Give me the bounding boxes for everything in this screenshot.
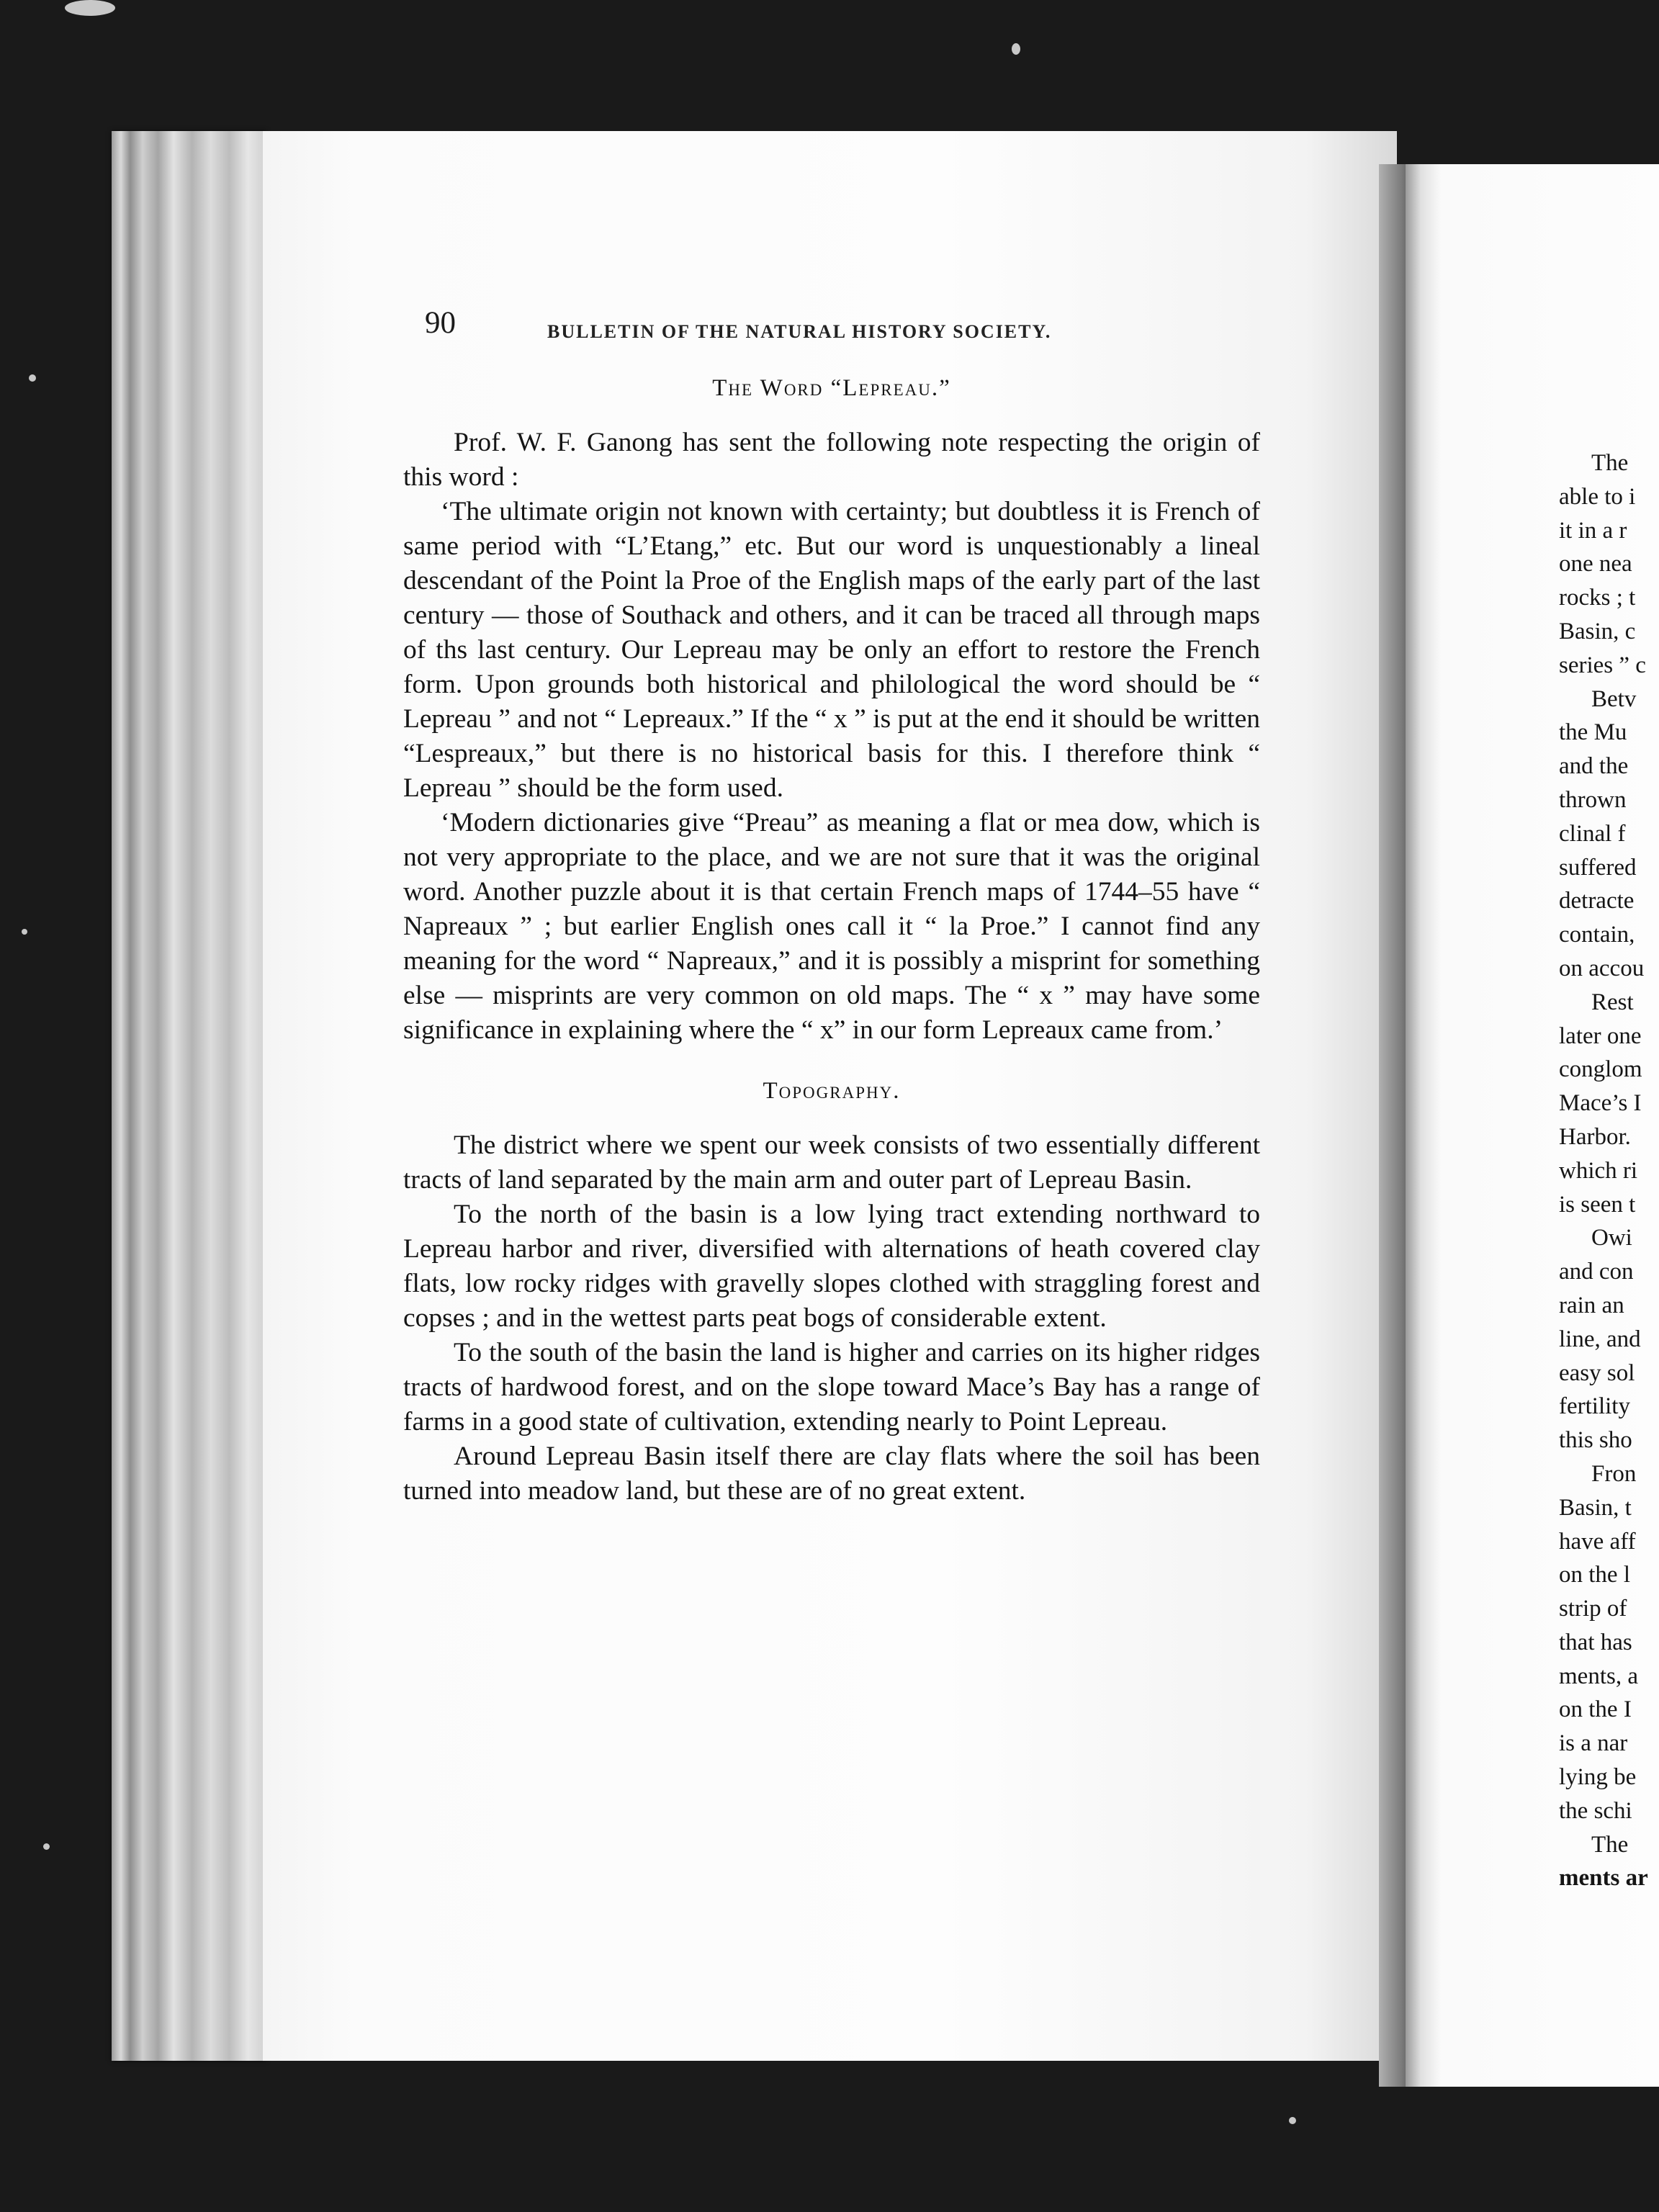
topography-paragraph-4: Around Lepreau Basin itself there are clay flats where the soil has been turned into meadow land, but these are of no great extent. xyxy=(403,1442,1260,1506)
topography-paragraph-2: To the north of the basin is a low lying tract extending northward to Lepreau harbor and river, diversified with alternations of heath covered clay flats, low rocky ridges with gravelly slopes clothed with straggling forest and copses ; and in the wettest parts peat bogs of considerable extent. xyxy=(403,1200,1260,1333)
dust-speck xyxy=(1289,2117,1296,2124)
running-title: BULLETIN OF THE NATURAL HISTORY SOCIETY. xyxy=(547,321,1052,342)
right-page-line: conglom xyxy=(1559,1056,1642,1083)
right-page-line: which ri xyxy=(1559,1157,1638,1184)
right-page-line: rocks ; t xyxy=(1559,585,1636,611)
right-page-line: on the I xyxy=(1559,1696,1632,1723)
right-page-line: later one xyxy=(1559,1022,1642,1049)
right-page-line: is seen t xyxy=(1559,1191,1636,1218)
right-page-line: detracte xyxy=(1559,888,1635,914)
right-page-line: able to i xyxy=(1559,483,1636,510)
page-edges xyxy=(112,131,266,2061)
right-page-line: rain an xyxy=(1559,1292,1624,1318)
topography-paragraph-1: The district where we spent our week consists of two essentially different tracts of land separated by the main arm and outer part of Lepreau Basin. xyxy=(403,1130,1260,1195)
right-page-line: fertility xyxy=(1559,1393,1630,1420)
right-page-line: the schi xyxy=(1559,1797,1632,1824)
dust-speck xyxy=(65,0,115,16)
right-page-line: series ” c xyxy=(1559,652,1646,678)
right-page-line: and the xyxy=(1559,753,1629,780)
right-page-line: thrown xyxy=(1559,786,1627,813)
right-page-line: strip of xyxy=(1559,1596,1627,1622)
quote-paragraph-2: ‘Modern dictionaries give “Preau” as meaning a flat or mea dow, which is not very appropriate to the place, and we are not sure that it was the original word. Another puzzle about it is that certain French maps of 1744–55 have “ Napreaux ” ; but earlier English ones call it “ la Proe.” I cannot find any meaning for the word “ Napreaux,” and it is possibly a misprint for something else — misprints are very common on old maps. The “ x ” may have some significance in explaining where the “ x” in our form Lepreaux came from.’ xyxy=(403,808,1260,1045)
topography-paragraph-3: To the south of the basin the land is higher and carries on its higher ridges tracts of hardwood forest, and on the slope toward Mace’s Bay has a range of farms in a good state of cultivation, extending nearly to Point Lepreau. xyxy=(403,1338,1260,1437)
right-page-line: this sho xyxy=(1559,1427,1632,1454)
right-page-line: Harbor. xyxy=(1559,1123,1631,1150)
right-page-line: Mace’s I xyxy=(1559,1090,1642,1117)
quote-paragraph-1: ‘The ultimate origin not known with certainty; but doubtless it is French of same period with “L’Etang,” etc. But our word is unquestionably a lineal descendant of the Point la Proe of the English maps of the early part of the last century — those of Southack and others, and it can be traced all through maps of ths last century. Our Lepreau may be only an effort to restore the French form. Upon grounds both historical and philological the word should be “ Lepreau ” and not “ Lepreaux.” If the “ x ” is put at the end it should be written “Lespreaux,” but there is no historical basis for this. I therefore think “ Lepreau ” should be the form used. xyxy=(403,497,1260,803)
dust-speck xyxy=(29,374,36,382)
right-page-text-fragments xyxy=(1559,446,1659,1895)
right-page-line: and con xyxy=(1559,1259,1634,1285)
right-page-line: Basin, t xyxy=(1559,1494,1632,1521)
page-body xyxy=(403,371,1260,1509)
right-page-line: on the l xyxy=(1559,1562,1630,1588)
right-page-line: that has xyxy=(1559,1629,1632,1655)
running-head xyxy=(425,305,1253,356)
section-heading-lepreau: The Word “Lepreau.” xyxy=(712,375,951,401)
right-page-line: ments ar xyxy=(1559,1865,1648,1892)
right-page-line: clinal f xyxy=(1559,820,1626,847)
right-page-line: lying be xyxy=(1559,1764,1637,1791)
dust-speck xyxy=(43,1843,50,1850)
right-page-line: Betv xyxy=(1591,685,1637,712)
right-page-line: Owi xyxy=(1591,1225,1632,1251)
right-page-line: one nea xyxy=(1559,551,1632,577)
right-page-line: is a nar xyxy=(1559,1730,1628,1757)
intro-paragraph: Prof. W. F. Ganong has sent the following note respecting the origin of this word : xyxy=(403,428,1260,492)
right-page-line: The xyxy=(1591,1831,1629,1858)
right-page-line: ments, a xyxy=(1559,1663,1638,1689)
right-page-line: The xyxy=(1591,450,1629,476)
right-page-line: contain, xyxy=(1559,922,1635,948)
right-page-line: it in a r xyxy=(1559,517,1627,544)
right-page-line: suffered xyxy=(1559,854,1637,881)
right-page-line: Fron xyxy=(1591,1460,1637,1487)
page-number: 90 xyxy=(425,306,456,340)
right-page-line: Basin, c xyxy=(1559,618,1636,644)
right-page-line: easy sol xyxy=(1559,1359,1635,1386)
dust-speck xyxy=(22,929,27,935)
right-page-line: have aff xyxy=(1559,1528,1636,1555)
right-page-line: Rest xyxy=(1591,989,1634,1015)
right-page-line: line, and xyxy=(1559,1326,1641,1352)
right-page-line: on accou xyxy=(1559,955,1645,981)
right-page-line: the Mu xyxy=(1559,719,1627,746)
section-heading-topography: Topography. xyxy=(763,1078,901,1104)
dust-speck xyxy=(1012,43,1020,55)
